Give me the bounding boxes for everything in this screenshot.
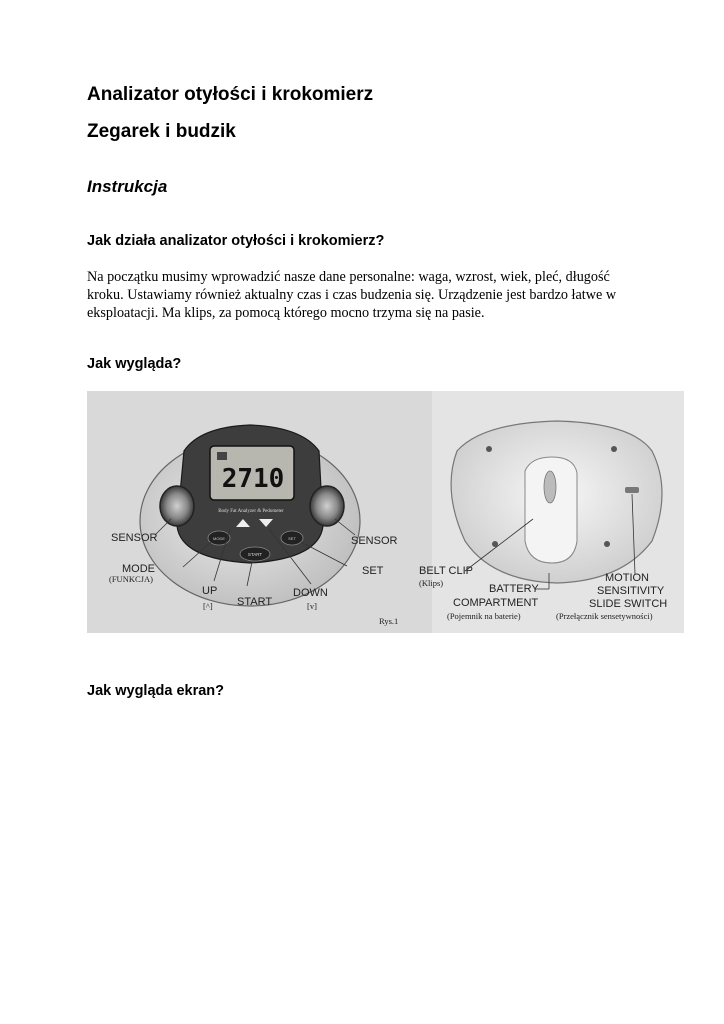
left-sensor-pad — [160, 486, 194, 526]
screw-hole-icon — [486, 446, 492, 452]
label-start: START — [237, 596, 273, 608]
label-set: SET — [362, 565, 384, 577]
motion-slide-switch — [625, 487, 639, 493]
document-title-line2: Zegarek i budzik — [87, 121, 236, 142]
section3-heading: Jak wygląda ekran? — [87, 683, 225, 699]
label-motion-pl: (Przełącznik sensetywności) — [556, 611, 653, 621]
section1-paragraph: Na początku musimy wprowadzić nasze dane personalne: waga, wzrost, wiek, pleć, długość kroku. Ustawiamy również aktualny czas i czas budzenia się. Urządzenie jest bardzo łatwe w eksploatacji. Ma klips, za pomocą którego mocno trzyma się na pasie. — [87, 269, 617, 321]
label-sensor-left: SENSOR — [111, 532, 158, 544]
label-motion-line2: SENSITIVITY — [597, 585, 665, 597]
device-illustration — [87, 391, 684, 633]
document-subtitle: Instrukcja — [87, 177, 168, 196]
device-brand-text: Body Fat Analyzer & Pedometer — [218, 509, 284, 514]
label-motion-line1: MOTION — [605, 572, 649, 584]
device-figure — [87, 391, 684, 633]
lcd-segment-icon — [217, 452, 227, 460]
label-belt-clip: BELT CLIP — [419, 565, 474, 577]
right-sensor-pad — [310, 486, 344, 526]
mode-button-label: MODE — [213, 536, 225, 541]
section1-heading: Jak działa analizator otyłości i krokomierz? — [87, 233, 385, 249]
label-battery-line1: BATTERY — [489, 583, 539, 595]
label-battery-pl: (Pojemnik na baterie) — [447, 611, 521, 621]
label-up: UP — [202, 585, 218, 597]
set-button-label: SET — [288, 536, 296, 541]
label-belt-clip-pl: (Klips) — [419, 578, 444, 588]
label-battery-line2: COMPARTMENT — [453, 597, 539, 609]
section2-heading: Jak wygląda? — [87, 356, 182, 372]
label-up-symbol: [^] — [203, 601, 213, 611]
figure-reference: Rys.1 — [379, 616, 399, 626]
label-mode: MODE — [122, 563, 155, 575]
screw-hole-icon — [604, 541, 610, 547]
lcd-display-value: 2710 — [221, 464, 285, 494]
belt-clip-slot — [544, 471, 556, 503]
document-title-line1: Analizator otyłości i krokomierz — [87, 84, 374, 105]
label-down-symbol: [v] — [307, 601, 317, 611]
label-mode-pl: (FUNKCJA) — [109, 574, 153, 584]
label-sensor-right: SENSOR — [351, 535, 398, 547]
screw-hole-icon — [611, 446, 617, 452]
start-button-label: START — [247, 552, 263, 557]
device-back-view — [451, 421, 662, 583]
label-motion-line3: SLIDE SWITCH — [589, 598, 668, 610]
label-down: DOWN — [293, 587, 328, 599]
